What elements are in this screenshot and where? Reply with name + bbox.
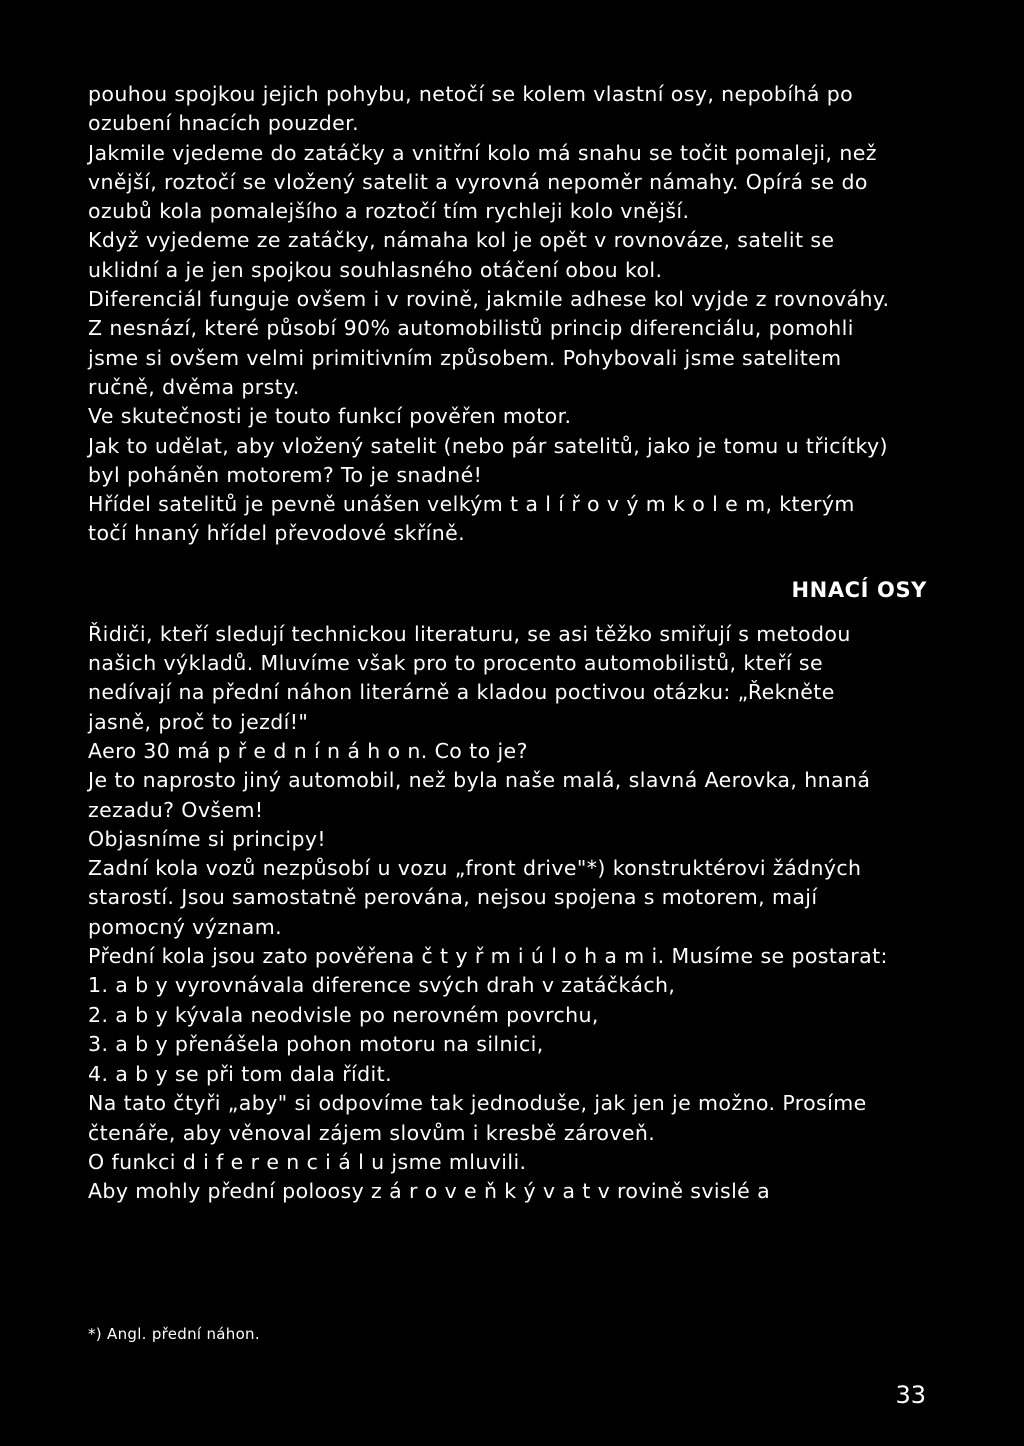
paragraph: Jak to udělat, aby vložený satelit (nebo pár satelitů, jako je tomu u třicítky) byl poháněn motorem? To je snadné!	[88, 433, 888, 487]
page-number: 33	[895, 1381, 926, 1409]
paragraph: Na tato čtyři „aby" si odpovíme tak jednoduše, jak jen je možno. Prosíme čtenáře, aby věnoval zájem slovům i kresbě zároveň.	[88, 1091, 867, 1145]
paragraph: O funkci d i f e r e n c i á l u jsme mluvili.	[88, 1149, 527, 1174]
paragraph: Diferenciál funguje ovšem i v rovině, jakmile adhese kol vyjde z rovnováhy.	[88, 287, 890, 312]
section-differential	[88, 80, 898, 549]
paragraph: Objasníme si principy!	[88, 826, 327, 851]
list-item: 2. a b y kývala neodvisle po nerovném povrchu,	[88, 1002, 599, 1027]
paragraph: Z nesnází, které působí 90% automobilistů princip diferenciálu, pomohli jsme si ovšem velmi primitivním způsobem. Pohybovali jsme satelitem ručně, dvěma prsty.	[88, 316, 854, 399]
paragraph: pouhou spojkou jejich pohybu, netočí se kolem vlastní osy, nepobíhá po ozubení hnacích pouzder.	[88, 82, 854, 136]
list-item: 3. a b y přenášela pohon motoru na silnici,	[88, 1032, 544, 1057]
paragraph: Jakmile vjedeme do zatáčky a vnitřní kolo má snahu se točit pomaleji, než vnější, roztočí se vložený satelit a vyrovná nepoměr námahy. Opírá se do ozubů kola pomalejšího a roztočí tím rychleji kolo vnější.	[88, 140, 877, 224]
section-drive-axles	[88, 620, 898, 1207]
list-item: 4. a b y se při tom dala řídit.	[88, 1061, 392, 1086]
page-text-column	[88, 80, 927, 1207]
task-list	[88, 971, 898, 1089]
paragraph: Když vyjedeme ze zatáčky, námaha kol je opět v rovnováze, satelit se uklidní a je jen spojkou souhlasného otáčení obou kol.	[88, 228, 835, 282]
list-item: 1. a b y vyrovnávala diference svých drah v zatáčkách,	[88, 973, 676, 998]
footnote: *) Angl. přední náhon.	[88, 1325, 260, 1343]
paragraph: Hřídel satelitů je pevně unášen velkým t a l í ř o v ý m k o l e m, kterým točí hnaný hřídel převodové skříně.	[88, 492, 855, 546]
paragraph: Ve skutečnosti je touto funkcí pověřen motor.	[88, 404, 572, 429]
paragraph: Přední kola jsou zato pověřena č t y ř m i ú l o h a m i. Musíme se postarat:	[88, 944, 888, 969]
paragraph: Aero 30 má p ř e d n í n á h o n. Co to je?	[88, 738, 528, 763]
paragraph: Řidiči, kteří sledují technickou literaturu, se asi těžko smiřují s metodou našich výkladů. Mluvíme však pro to procento automobilistů, kteří se nedívají na přední náhon literárně a kladou poctivou otázku: „Řekněte jasně, proč to jezdí!"	[88, 621, 851, 734]
paragraph: Aby mohly přední poloosy z á r o v e ň k ý v a t v rovině svislé a	[88, 1179, 771, 1204]
paragraph: Zadní kola vozů nezpůsobí u vozu „front drive"*) konstruktérovi žádných starostí. Jsou samostatně perována, nejsou spojena s motorem, mají pomocný význam.	[88, 856, 862, 939]
section-heading: HNACÍ OSY	[791, 577, 927, 602]
paragraph: Je to naprosto jiný automobil, než byla naše malá, slavná Aerovka, hnaná zezadu? Ovšem!	[88, 768, 871, 822]
